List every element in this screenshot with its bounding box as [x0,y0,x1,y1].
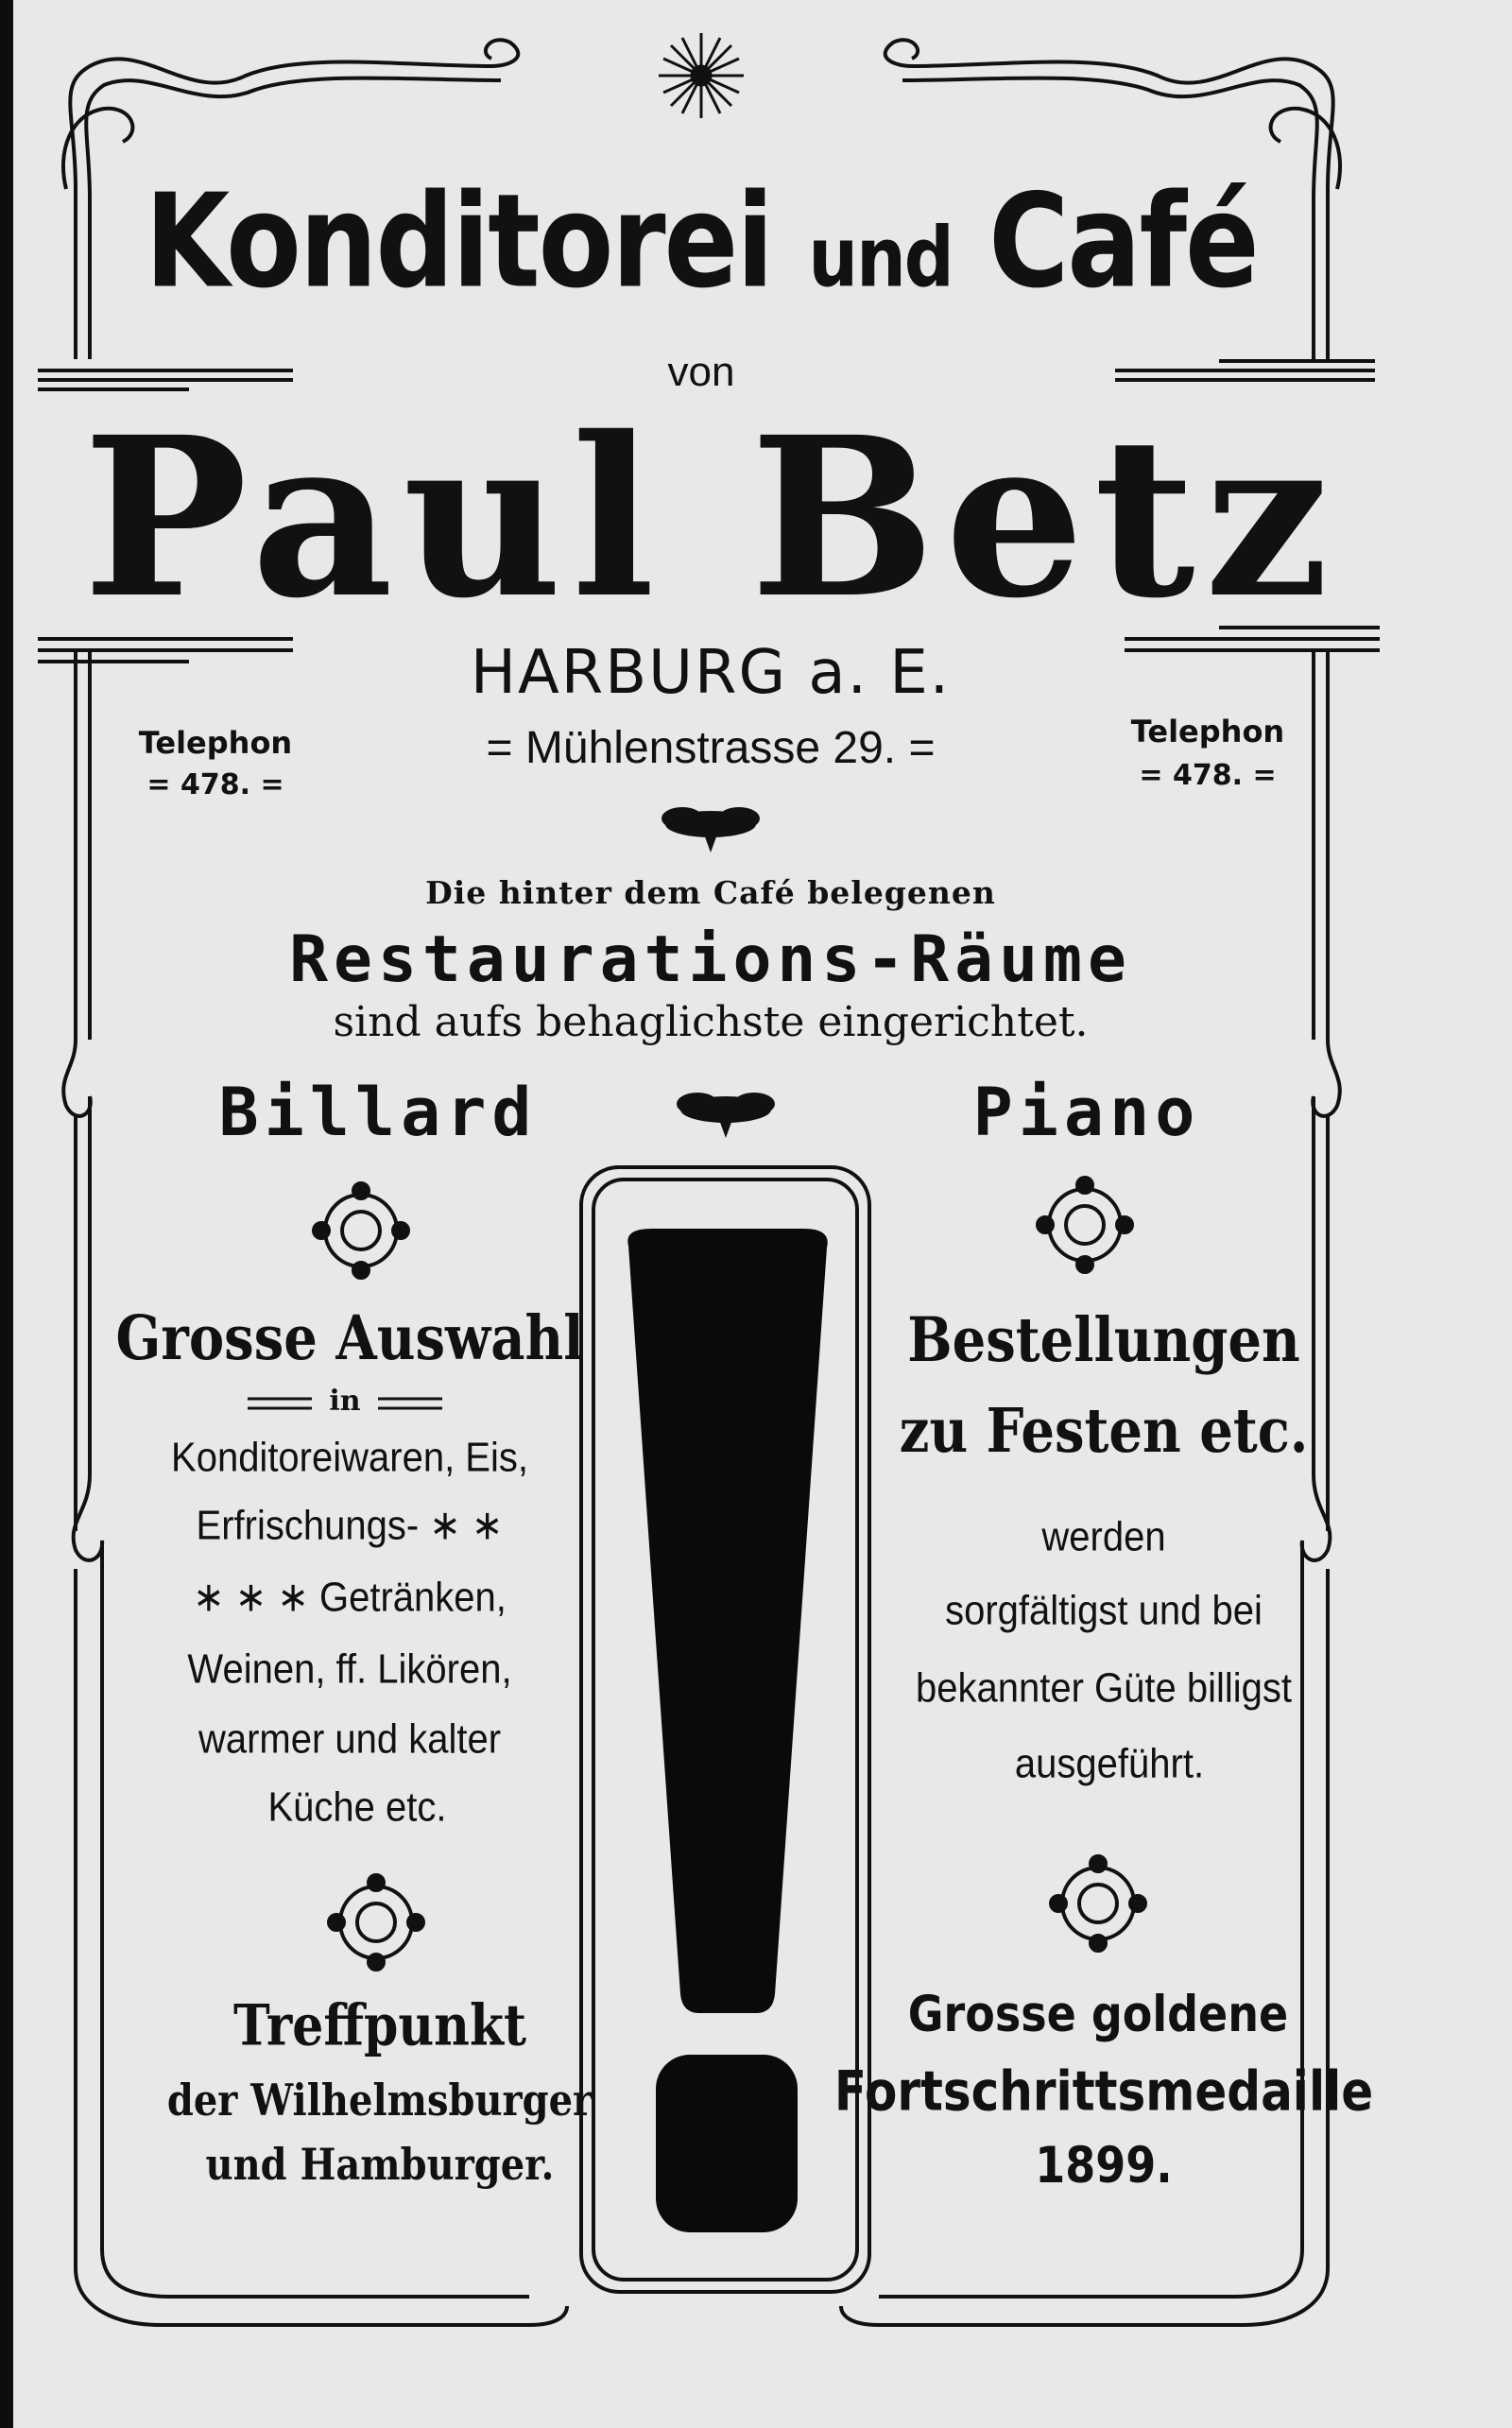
award-year: 1899. [1035,2135,1173,2195]
rosette-icon [329,1875,423,1970]
meeting-point-line: und Hamburger. [205,2139,555,2191]
award-line: Grosse goldene [907,1984,1289,2043]
shop-title [145,166,1258,318]
exclamation-mark-icon [627,1229,827,2232]
selection-line: Weinen, ff. Likören, [187,1645,512,1693]
orders-line: sorgfältigst und bei [945,1587,1263,1634]
amenity-piano: Piano [972,1074,1201,1151]
flower-ornament-icon [662,807,760,852]
title-und: und [808,210,953,306]
telephone-label-left: Telephon [138,725,293,761]
telephone-label-right: Telephon [1130,714,1285,749]
orders-line: bekannter Güte billigst [915,1664,1293,1712]
meeting-point-line: der Wilhelmsburger [166,2075,593,2127]
flower-ornament-icon [677,1093,775,1138]
orders-line: ausgeführt. [1014,1740,1205,1787]
rosette-icon [1051,1856,1145,1951]
sunburst-icon [659,33,744,118]
orders-heading: zu Festen etc. [899,1395,1309,1468]
selection-line: Konditoreiwaren, Eis, [171,1434,528,1481]
telephone-number-right: = 478. = [1139,759,1277,792]
award-line: Fortschrittsmedaille [833,2059,1374,2124]
title-konditorei: Konditorei [145,166,773,318]
rosette-icon [314,1183,408,1278]
city-line: HARBURG a. E. [470,638,952,708]
proprietor-name: Paul Betz [82,388,1339,646]
selection-line: ∗ ∗ ∗ Getränken, [193,1574,507,1621]
street-address: = Mühlenstrasse 29. = [486,723,936,773]
title-cafe: Café [988,166,1258,318]
meeting-point-heading: Treffpunkt [232,1992,527,2059]
orders-heading: Bestellungen [907,1304,1300,1377]
selection-heading: Grosse Auswahl [115,1302,584,1375]
telephone-number-left: = 478. = [146,768,284,801]
restaurant-intro: Die hinter dem Café belegenen [425,874,996,911]
selection-line: Küche etc. [267,1783,447,1831]
in-label: in [329,1385,361,1418]
selection-line: warmer und kalter [198,1715,502,1763]
rosette-icon [1038,1178,1132,1272]
amenity-billard: Billard [218,1074,538,1151]
restaurant-description: sind aufs behaglichste eingerichtet. [333,998,1089,1046]
restaurant-rooms-heading: Restaurations-Räume [289,922,1132,997]
selection-line: Erfrischungs- ∗ ∗ [196,1502,504,1549]
von-label: von [667,349,735,395]
orders-line: werden [1041,1513,1166,1560]
